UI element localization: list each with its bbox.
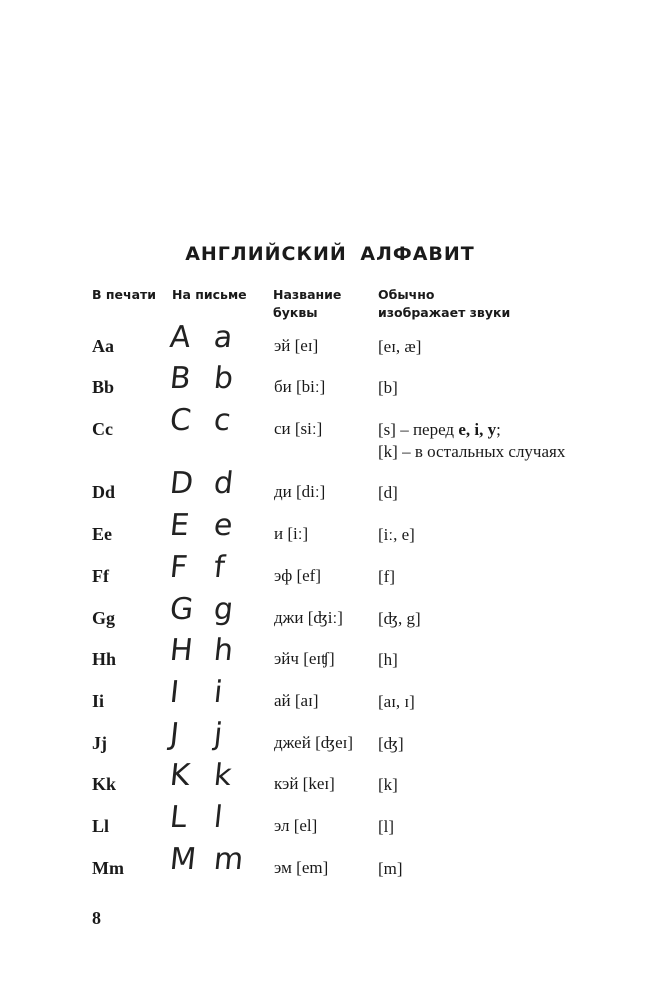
handwritten-uppercase: F [168, 550, 190, 585]
header-handwritten-label: На письме [172, 287, 247, 302]
handwritten-uppercase: G [168, 592, 196, 627]
letter-sounds: [ʤ, g] [378, 609, 421, 628]
letter-row-i [0, 675, 660, 731]
print-letter: Ee [92, 524, 112, 544]
handwritten-lowercase: g [212, 592, 235, 627]
page-title: АНГЛИЙСКИЙ АЛФАВИТ [185, 243, 475, 265]
letter-sounds: [k] [378, 775, 398, 794]
letter-row-m [0, 842, 660, 898]
letter-row-k [0, 758, 660, 814]
header-letter-name [273, 286, 341, 322]
print-letter: Ii [92, 691, 105, 711]
sounds-suffix: ; [496, 420, 501, 439]
print-letter: Aa [92, 336, 114, 356]
letter-sounds-line1 [378, 419, 565, 441]
letter-row-h [0, 633, 660, 689]
letter-sounds: [ʤ] [378, 734, 404, 753]
letter-row-g [0, 592, 660, 648]
handwritten-uppercase: L [168, 800, 189, 835]
letter-row-c [0, 403, 660, 479]
handwritten-lowercase: i [212, 675, 225, 710]
letter-sounds: [d] [378, 483, 398, 502]
handwritten-uppercase: I [168, 675, 181, 710]
header-letter-name-line2: буквы [273, 305, 318, 320]
print-letter: Gg [92, 608, 116, 628]
print-letter: Ff [92, 566, 109, 586]
handwritten-uppercase: H [168, 633, 195, 668]
letter-sounds: [h] [378, 650, 398, 669]
handwritten-lowercase: d [212, 466, 235, 501]
letter-sounds [378, 419, 565, 463]
letter-name: эл [el] [274, 816, 318, 835]
letter-name: кэй [keɪ] [274, 774, 335, 793]
handwritten-uppercase: C [168, 403, 193, 438]
handwritten-uppercase: M [168, 842, 198, 877]
handwritten-lowercase: c [212, 403, 233, 438]
print-letter: Cc [92, 419, 113, 439]
letter-row-l [0, 800, 660, 856]
letter-name: ди [diː] [274, 482, 326, 501]
letter-name: ай [aɪ] [274, 691, 319, 710]
letter-row-d [0, 466, 660, 522]
header-print-label: В печати [92, 287, 157, 302]
letter-row-j [0, 717, 660, 773]
print-letter: Ll [92, 816, 110, 836]
header-letter-name-line1: Название [273, 287, 342, 302]
handwritten-lowercase: j [212, 717, 225, 752]
letter-name: джи [ʤiː] [274, 608, 343, 627]
letter-name: и [iː] [274, 524, 309, 543]
handwritten-lowercase: k [212, 758, 234, 793]
letter-sounds: [eɪ, æ] [378, 337, 422, 356]
handwritten-uppercase: D [168, 466, 196, 501]
letter-name: джей [ʤeɪ] [274, 733, 354, 752]
print-letter: Mm [92, 858, 124, 878]
handwritten-lowercase: f [212, 550, 227, 585]
letter-sounds: [m] [378, 859, 403, 878]
header-print [92, 286, 156, 304]
header-sounds-line2: изображает звуки [378, 305, 511, 320]
header-sounds-line1: Обычно [378, 287, 435, 302]
handwritten-lowercase: h [212, 633, 235, 668]
letter-sounds-line2: [k] – в остальных случаях [378, 442, 566, 461]
header-sounds [378, 286, 510, 322]
handwritten-uppercase: J [168, 717, 181, 752]
print-letter: Jj [92, 733, 107, 753]
letter-row-e [0, 508, 660, 564]
handwritten-lowercase: l [212, 800, 225, 835]
letter-name: эйч [eɪʧ] [274, 649, 335, 668]
letter-row-f [0, 550, 660, 606]
letter-sounds: [iː, e] [378, 525, 415, 544]
letter-name: си [siː] [274, 419, 323, 438]
handwritten-uppercase: B [168, 361, 193, 396]
letter-row-a [0, 320, 660, 376]
handwritten-lowercase: m [212, 842, 246, 877]
print-letter: Bb [92, 377, 115, 397]
handwritten-lowercase: b [212, 361, 235, 396]
handwritten-uppercase: K [168, 758, 192, 793]
letter-sounds: [l] [378, 817, 395, 836]
print-letter: Kk [92, 774, 117, 794]
print-letter: Dd [92, 482, 116, 502]
header-handwritten [172, 286, 247, 304]
letter-name: эй [eɪ] [274, 336, 319, 355]
letter-name: би [biː] [274, 377, 326, 396]
print-letter: Hh [92, 649, 117, 669]
letter-row-b [0, 361, 660, 417]
letter-sounds: [b] [378, 378, 398, 397]
letter-sounds: [f] [378, 567, 395, 586]
sounds-bold-letters: e, i, y [458, 420, 497, 439]
letter-sounds: [aɪ, ɪ] [378, 692, 415, 711]
handwritten-uppercase: E [168, 508, 191, 543]
letter-name: эм [em] [274, 858, 329, 877]
handwritten-uppercase: A [168, 320, 193, 355]
handwritten-lowercase: a [212, 320, 235, 355]
letter-name: эф [ef] [274, 566, 321, 585]
page-number: 8 [92, 908, 101, 928]
sounds-prefix: [s] – перед [378, 420, 459, 439]
handwritten-lowercase: e [212, 508, 235, 543]
